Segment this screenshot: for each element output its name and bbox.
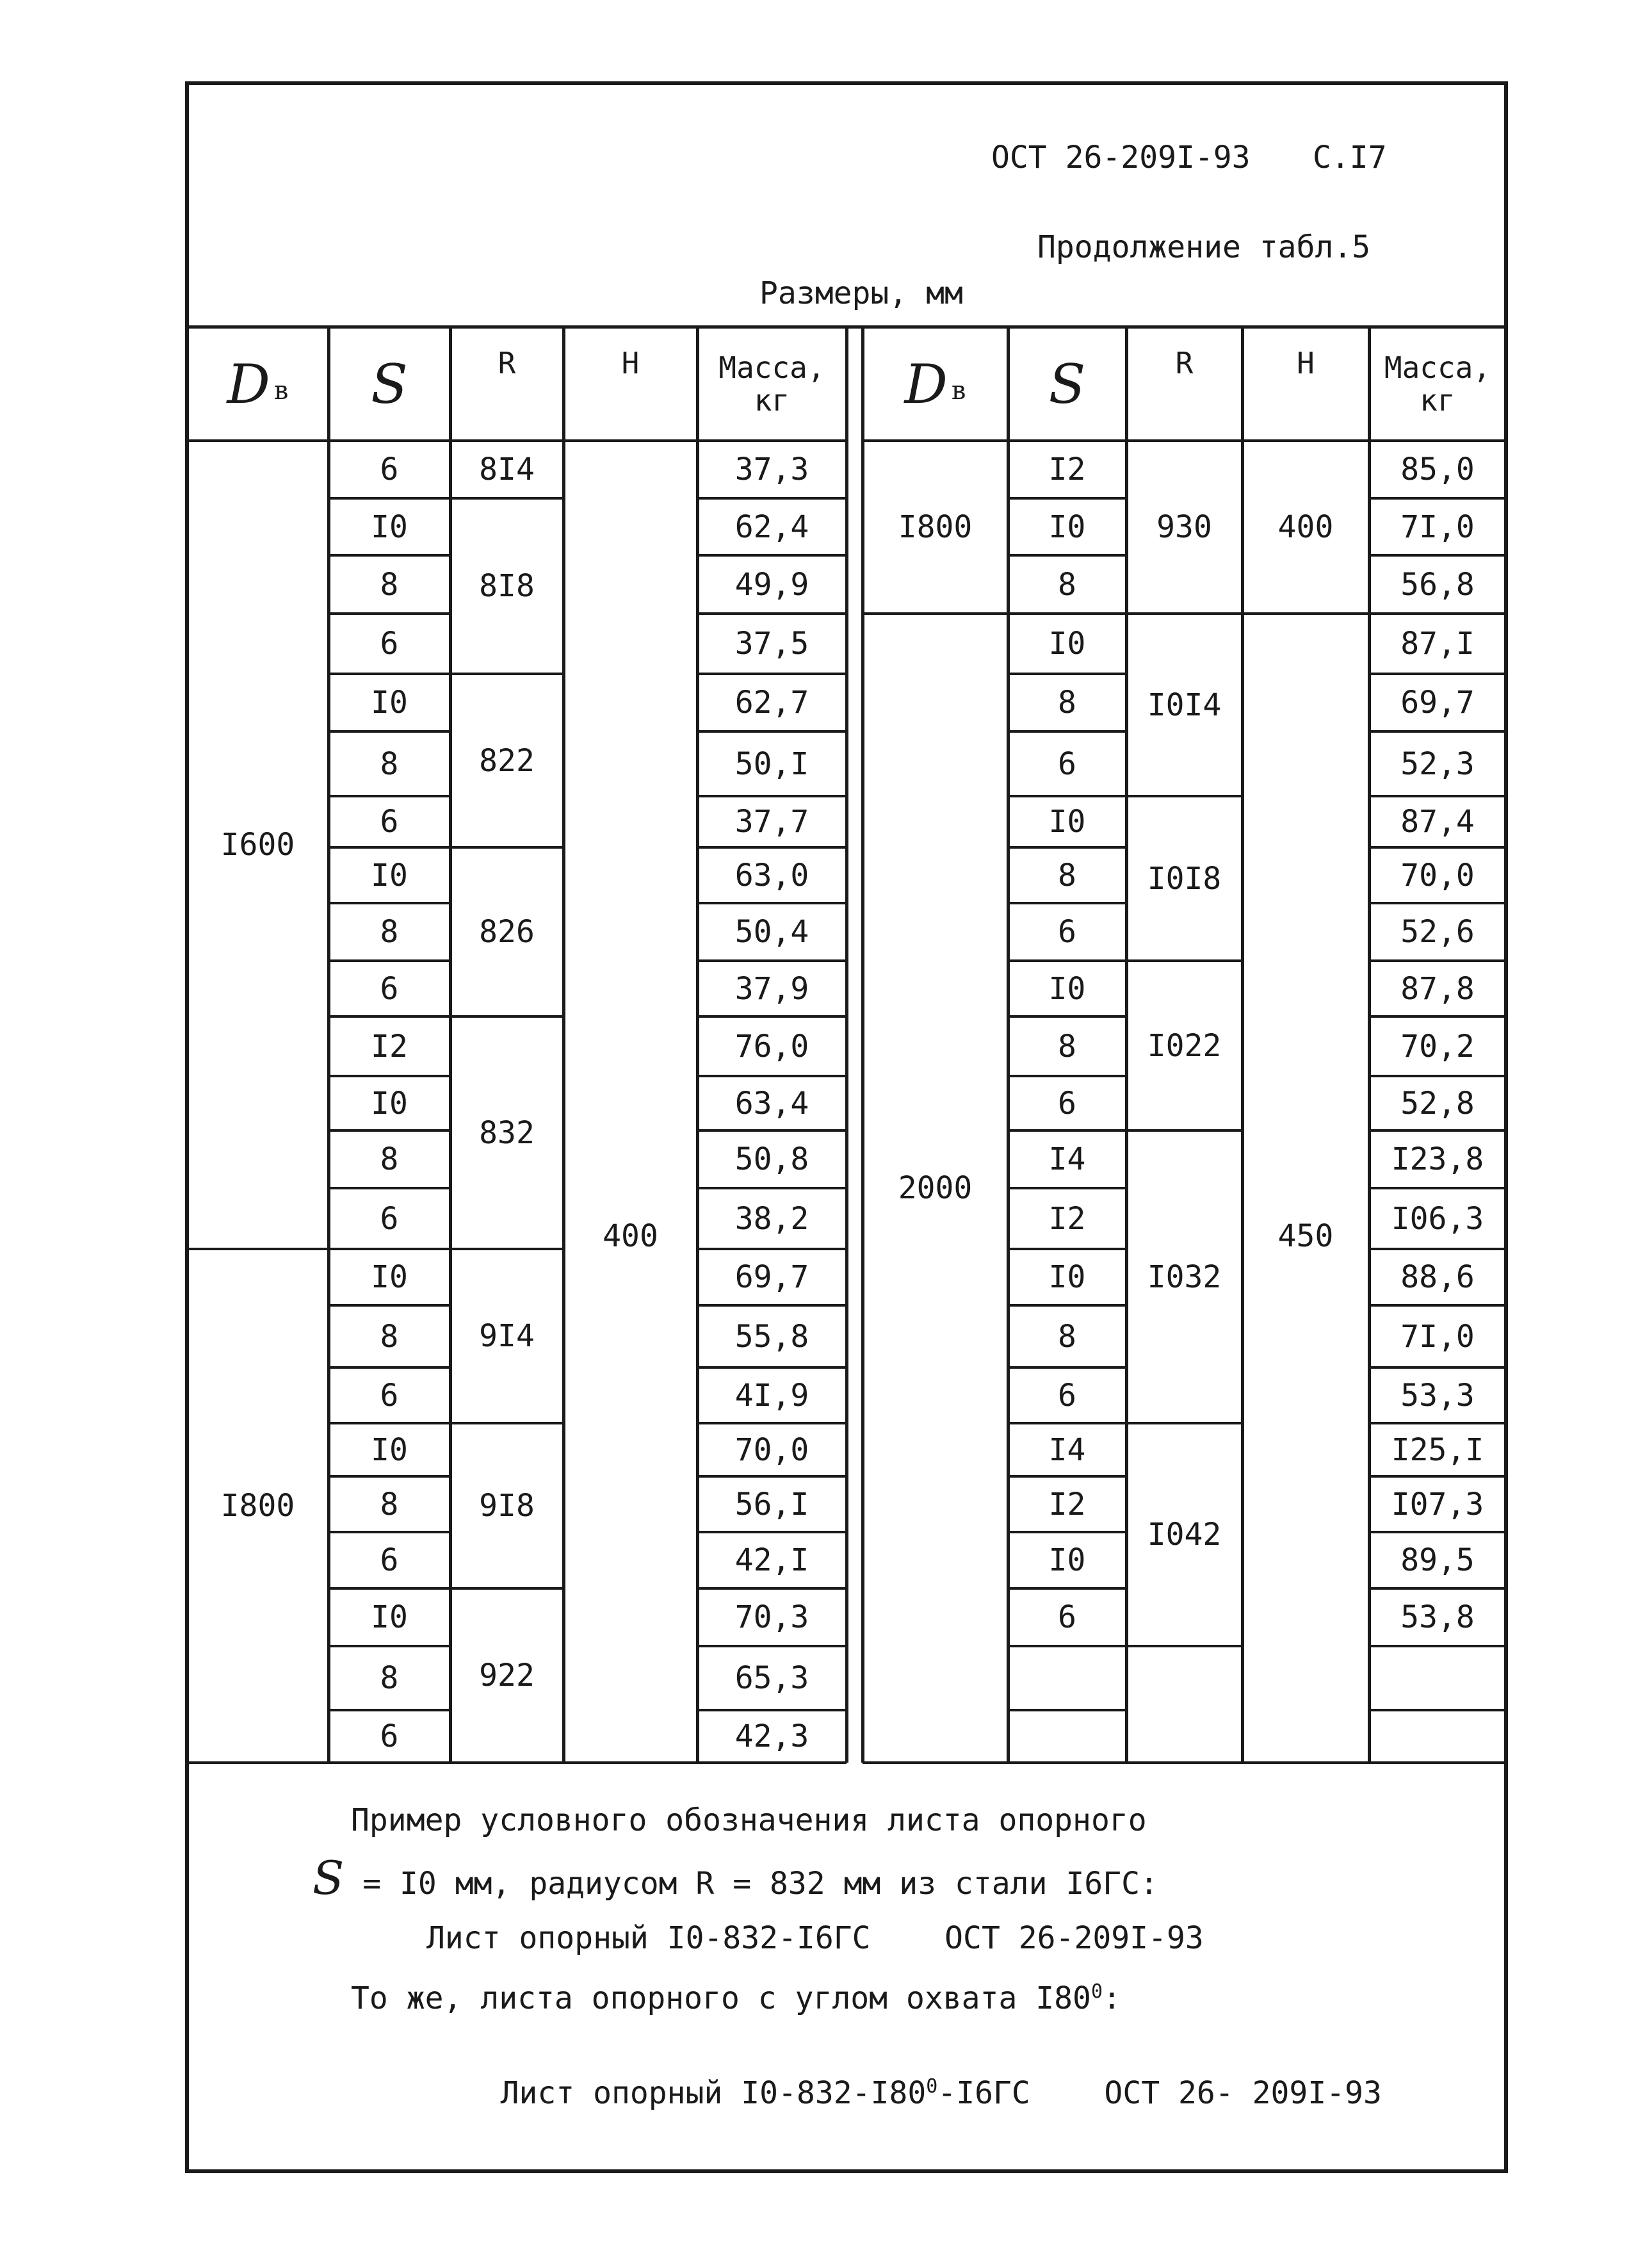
radius-cell: 826 [479,914,535,950]
height-cell: 450 [1277,1218,1334,1254]
example-line-1: Пример условного обозначения листа опорного [351,1802,1147,1838]
document-code: ОСТ 26-209I-93 [991,140,1251,175]
example-line-4 [351,1980,1121,2016]
mass-cell: 53,8 [1400,1599,1475,1635]
header-mass [1369,328,1506,441]
header-inner-diameter [863,328,1008,441]
inner-diameter-cell: I600 [220,827,295,863]
example-line-5-a: Лист опорный I0-832-I80 [500,2075,927,2111]
mass-unit: кг [754,383,790,418]
mass-cell [1369,1710,1506,1763]
thickness-cell: 6 [380,1377,399,1414]
mass-label: Масса, [1384,350,1491,386]
radius-cell: I0I4 [1147,687,1222,723]
mass-cell: 69,7 [1400,685,1475,721]
inner-diameter-cell: 2000 [898,1170,973,1206]
thickness-cell: 6 [1058,1377,1076,1414]
mass-cell: 70,2 [1400,1028,1475,1065]
mass-cell: 88,6 [1400,1259,1475,1295]
thickness-symbol: S [1048,352,1086,416]
mass-cell: 70,0 [734,1432,809,1468]
thickness-cell: 8 [380,1486,399,1522]
thickness-cell: 6 [1058,746,1076,782]
header-inner-diameter [187,328,328,441]
thickness-cell: 8 [380,1318,399,1355]
mass-cell: 87,4 [1400,804,1475,840]
thickness-cell: 8 [1058,857,1076,893]
mass-cell: I06,3 [1391,1200,1484,1237]
mass-cell: 53,3 [1400,1377,1475,1414]
mass-cell: I25,I [1391,1432,1484,1468]
mass-cell: I23,8 [1391,1141,1484,1177]
thickness-cell [1008,1646,1126,1710]
mass-cell: 37,3 [734,452,809,487]
example-line-2-text: = I0 мм, радиусом R = 832 мм из стали I6ГС: [344,1866,1158,1902]
height-cell: 400 [1277,509,1334,545]
mass-cell: 52,8 [1400,1085,1475,1122]
right-table-bottom [863,1761,1506,1764]
units-label: Размеры, мм [759,275,963,311]
thickness-symbol: S [312,1851,344,1905]
mass-cell: 52,6 [1400,914,1475,950]
radius-cell [1126,1646,1242,1763]
thickness-cell: I0 [371,1259,408,1295]
thickness-cell: I2 [1048,1200,1086,1237]
mass-cell: 37,5 [734,626,809,662]
header-mass [697,328,847,441]
mass-cell: 4I,9 [734,1377,809,1414]
mass-cell: 62,4 [734,509,809,545]
degree-sign: 0 [926,2075,938,2098]
thickness-cell: I0 [371,1085,408,1122]
thickness-cell: 6 [380,452,399,487]
thickness-cell: I0 [371,509,408,545]
thickness-cell: 6 [380,1542,399,1578]
page-number: С.I7 [1313,140,1387,175]
mass-unit: кг [1420,383,1455,418]
mass-cell: 37,9 [734,970,809,1007]
header-thickness [1008,328,1126,441]
height-cell: 400 [603,1218,658,1254]
diameter-subscript: в [951,376,966,405]
mass-cell: 50,I [734,746,809,782]
thickness-cell: I0 [1048,626,1086,662]
thickness-cell: I4 [1048,1141,1086,1177]
header-radius: R [1175,346,1194,380]
thickness-cell: 8 [1058,685,1076,721]
mass-cell: 69,7 [734,1259,809,1295]
thickness-cell: I0 [371,1432,408,1468]
header-thickness [328,328,450,441]
thickness-cell: 6 [380,804,399,840]
thickness-cell: 8 [380,746,399,782]
thickness-cell: 6 [380,626,399,662]
left-table-bottom [187,1761,847,1764]
example-line-4-end: : [1103,1980,1121,2016]
thickness-cell: 6 [1058,1085,1076,1122]
thickness-cell: I0 [1048,1542,1086,1578]
mass-cell: 56,8 [1400,566,1475,603]
mass-cell: 37,7 [734,804,809,840]
thickness-cell: 8 [380,1660,399,1696]
radius-cell: I022 [1147,1027,1222,1064]
mass-cell: 70,0 [1400,857,1475,893]
header-height: H [1297,346,1315,380]
mass-cell: 63,0 [734,857,809,893]
header-radius: R [498,346,516,380]
thickness-cell: 6 [380,1718,399,1754]
thickness-cell: I0 [371,857,408,893]
mass-cell: 62,7 [734,685,809,721]
mass-label: Масса, [718,350,825,386]
thickness-cell [1008,1710,1126,1763]
thickness-cell: 6 [380,1200,399,1237]
radius-cell: I032 [1147,1259,1222,1295]
mass-cell: 50,8 [734,1141,809,1177]
thickness-symbol: S [371,352,408,416]
mass-cell: I07,3 [1391,1486,1484,1522]
thickness-cell: 8 [380,914,399,950]
mass-cell: 42,I [734,1542,809,1578]
example-line-5 [426,2039,1382,2147]
mass-cell: 7I,0 [1400,1318,1475,1355]
mass-cell: 42,3 [734,1718,809,1754]
radius-cell: 822 [479,742,535,779]
thickness-cell: 6 [1058,914,1076,950]
radius-cell: 8I8 [479,568,535,604]
thickness-cell: I2 [1048,452,1086,487]
inner-diameter-cell: I800 [898,509,973,545]
diameter-symbol: D [227,352,270,416]
thickness-cell: I0 [371,1599,408,1635]
mass-cell: 89,5 [1400,1542,1475,1578]
mass-cell: 52,3 [1400,746,1475,782]
thickness-cell: I0 [1048,970,1086,1007]
mass-cell: 49,9 [734,566,809,603]
mass-cell: 38,2 [734,1200,809,1237]
radius-cell: 832 [479,1114,535,1151]
thickness-cell: I0 [1048,804,1086,840]
mass-cell: 56,I [734,1486,809,1522]
inner-diameter-cell: I800 [220,1488,295,1524]
degree-sign: 0 [1090,1980,1103,2003]
example-line-2 [312,1851,1158,1905]
mass-cell: 87,8 [1400,970,1475,1007]
radius-cell: 8I4 [479,452,535,487]
radius-cell: 9I8 [479,1488,535,1524]
radius-cell: 930 [1156,509,1212,545]
radius-cell: I042 [1147,1517,1222,1553]
diameter-subscript: в [273,376,289,405]
thickness-cell: 8 [1058,566,1076,603]
mass-cell: 55,8 [734,1318,809,1355]
example-line-3: Лист опорный I0-832-I6ГС ОСТ 26-209I-93 [426,1920,1204,1956]
thickness-cell: 8 [1058,1318,1076,1355]
thickness-cell: I4 [1048,1432,1086,1468]
radius-cell: 922 [479,1658,535,1693]
mass-cell: 63,4 [734,1085,809,1122]
thickness-cell: 8 [380,1141,399,1177]
mass-cell: 70,3 [734,1599,809,1635]
thickness-cell: 8 [380,566,399,603]
mass-cell: 76,0 [734,1028,809,1065]
mass-cell: 85,0 [1400,452,1475,487]
mass-cell [1369,1646,1506,1710]
thickness-cell: 6 [380,970,399,1007]
radius-cell: I0I8 [1147,860,1222,897]
thickness-cell: I2 [371,1028,408,1065]
header-height: H [621,346,640,380]
thickness-cell: 8 [1058,1028,1076,1065]
thickness-cell: I0 [1048,1259,1086,1295]
mass-cell: 50,4 [734,914,809,950]
example-line-4-text: То же, листа опорного с углом охвата I80 [351,1980,1091,2016]
thickness-cell: 6 [1058,1599,1076,1635]
thickness-cell: I2 [1048,1486,1086,1522]
table-continuation-label: Продолжение табл.5 [1037,229,1371,265]
example-line-5-b: -I6ГС ОСТ 26- 209I-93 [937,2075,1382,2111]
mass-cell: 7I,0 [1400,509,1475,545]
thickness-cell: I0 [1048,509,1086,545]
mass-cell: 65,3 [734,1660,809,1696]
thickness-cell: I0 [371,685,408,721]
diameter-symbol: D [904,352,948,416]
mass-cell: 87,I [1400,626,1475,662]
radius-cell: 9I4 [479,1318,535,1354]
